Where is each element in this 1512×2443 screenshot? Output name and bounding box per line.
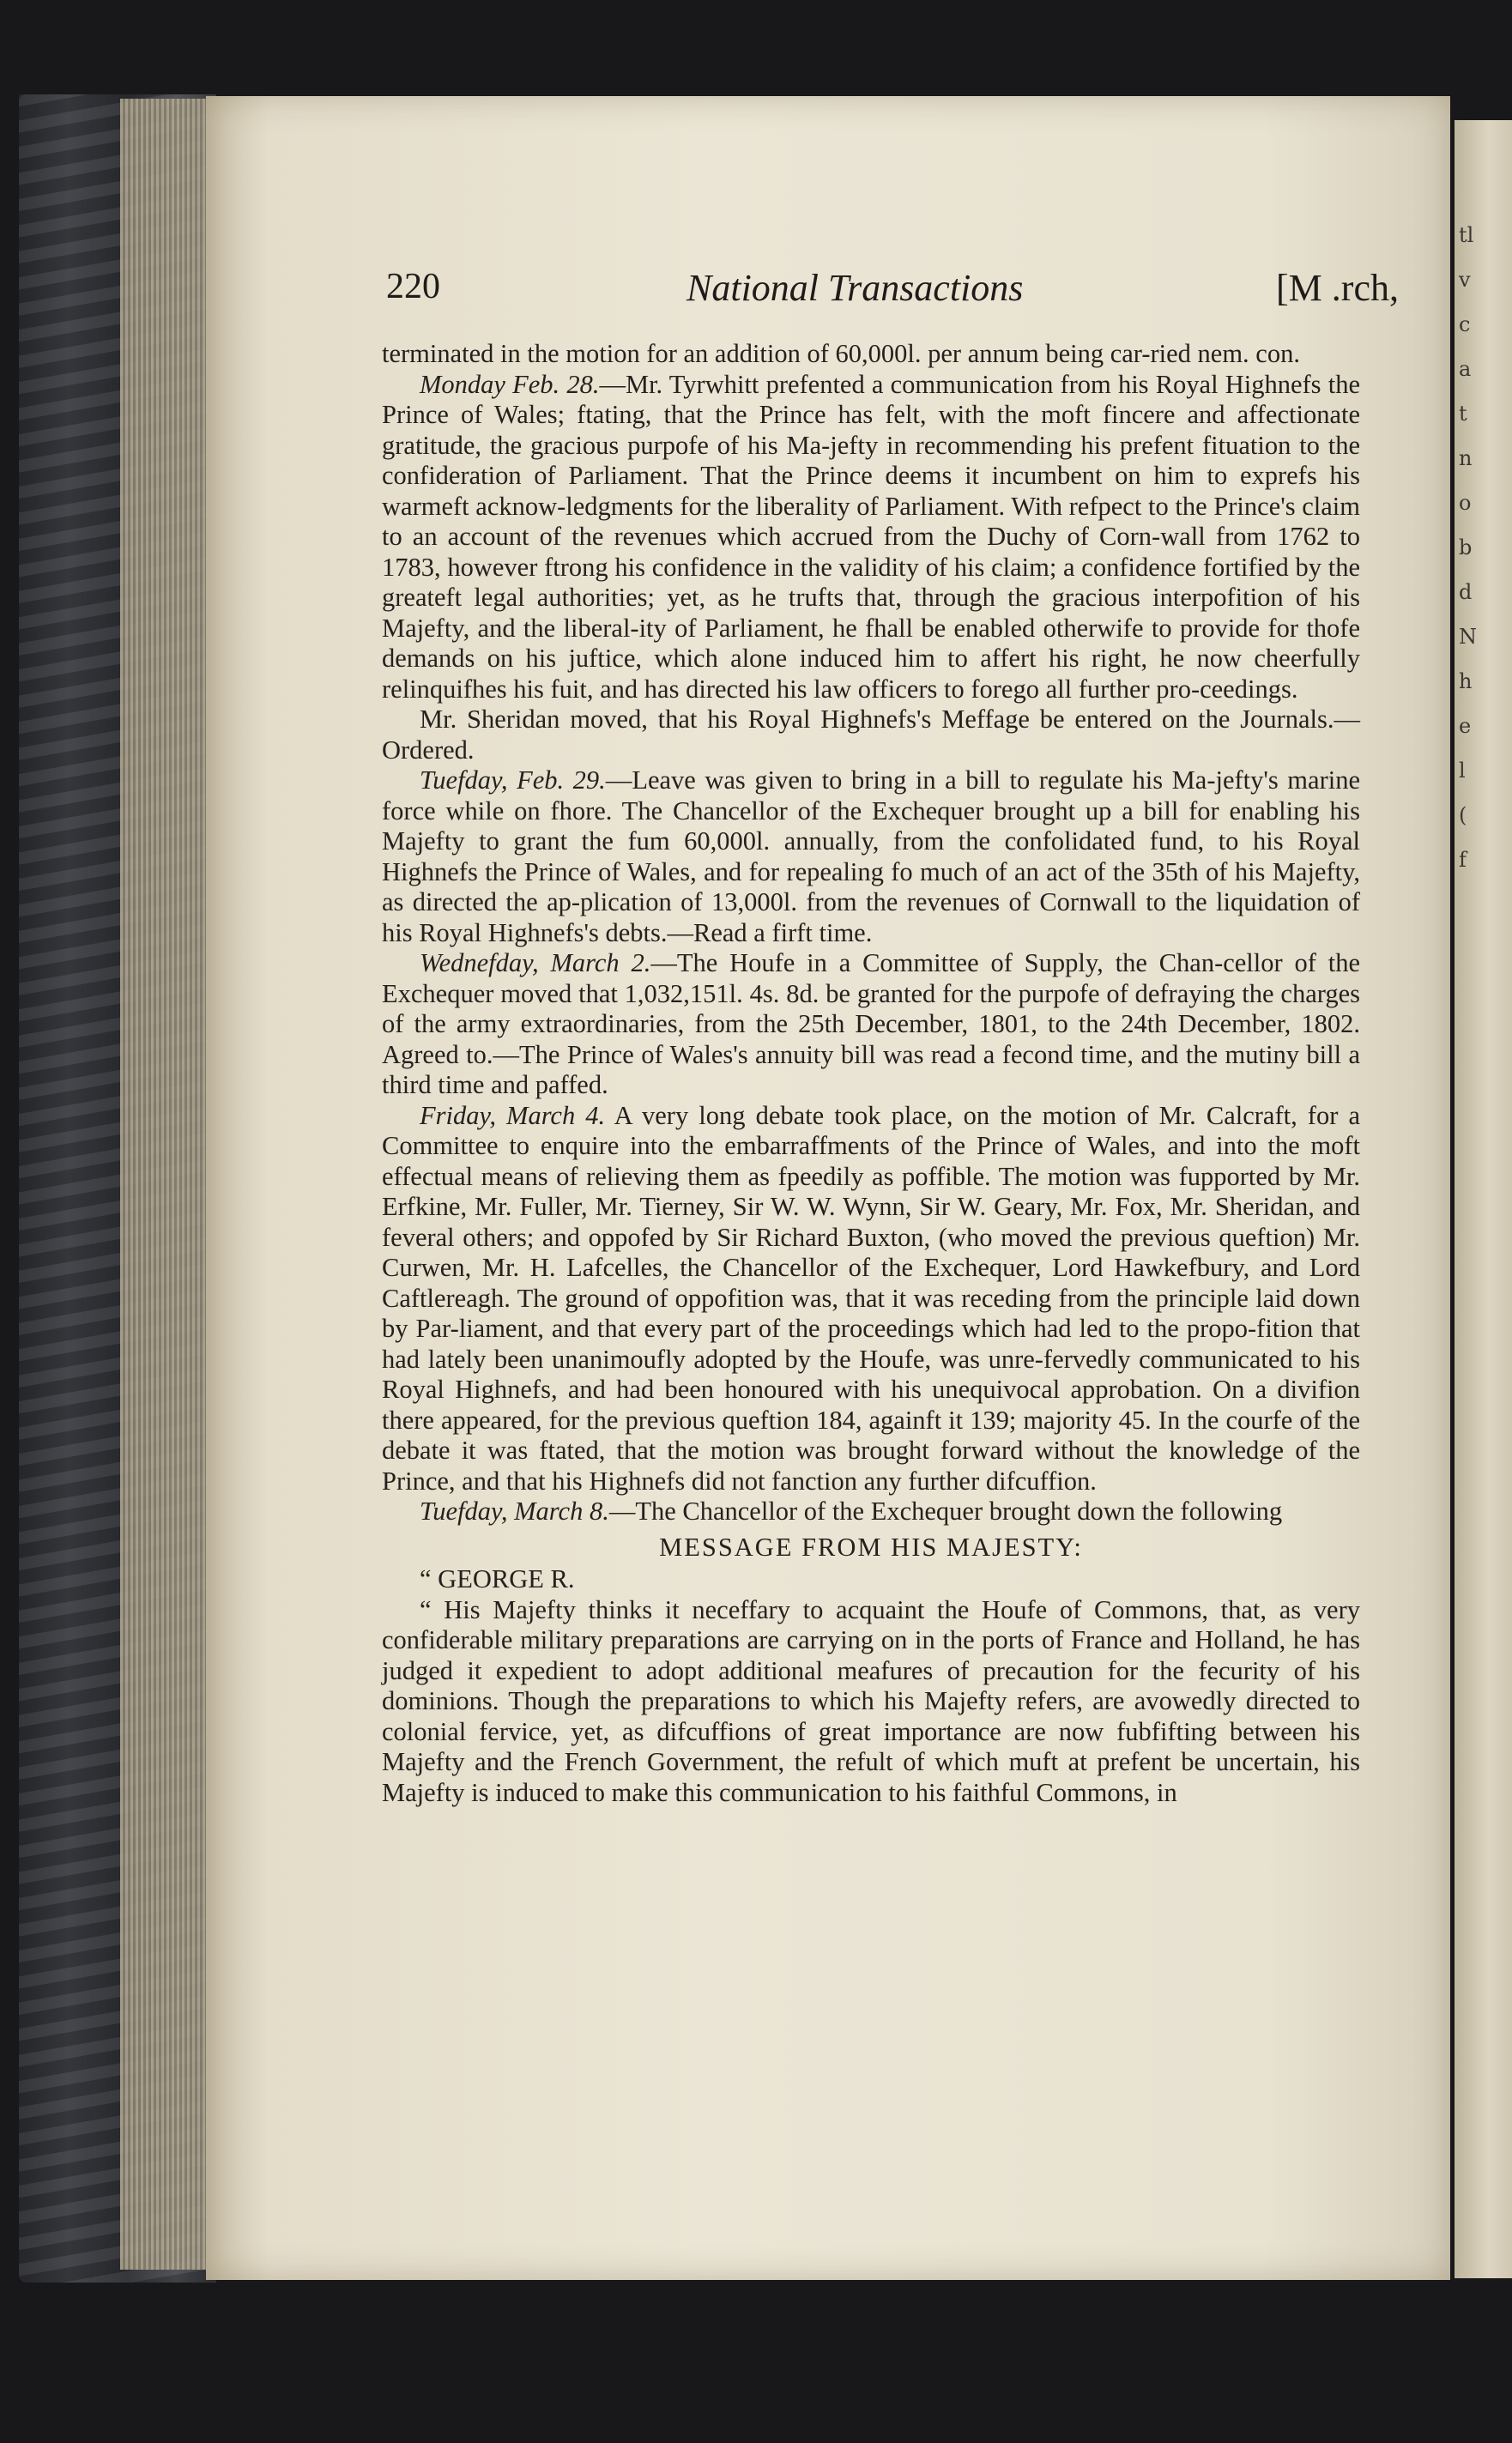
facing-page-fragment: h [1459,669,1473,693]
date-lead: Friday, March 4. [420,1100,606,1130]
running-title: National Transactions [686,267,1024,309]
facing-page-fragment: f [1459,848,1467,872]
paragraph: Tuefday, Feb. 29.—Leave was given to bring in a bill to regulate his Ma-jefty's marine force while on fhore. The Chancellor of the Exchequer brought up a bill for enabling his Majefty to grant the fum 60,000l. annually, from the confolidated fund, to his Royal Highnefs the Prince of Wales, and for repealing fo much of an act of the 35th of his Majefty, as directed the ap-plication of 13,000l. from the revenues of Cornwall to the liquidation of his Royal Highnefs's debts.—Read a firft time. [382,765,1360,947]
paragraph: Wednefday, March 2.—The Houfe in a Committee of Supply, the Chan-cellor of the Exchequer moved that 1,032,151l. 4s. 8d. be granted for the purpofe of defraying the charges of the army extraordinaries, from the 25th December, 1801, to the 24th December, 1802. Agreed to.—The Prince of Wales's annuity bill was read a fecond time, and the mutiny bill a third time and paffed. [382,948,1360,1099]
facing-page-fragment: N [1459,625,1477,649]
facing-page-fragment: tl [1459,223,1474,247]
facing-page-fragment: l [1459,759,1466,783]
paragraph: Tuefday, March 8.—The Chancellor of the Exchequer brought down the following [420,1497,1283,1526]
facing-page-fragment: c [1459,312,1471,336]
message-text: “ His Majefty thinks it neceffary to acquaint the Houfe of Commons, that, as very confiderable military preparations are carrying on in the ports of France and Holland, he has judged it expedient to adopt additional meafures of precaution for the fecurity of his dominions. Though the preparations to which his Majefty refers, are avowedly directed to colonial fervice, yet, as difcuffions of great importance are now fubfifting between his Majefty and the French Government, the refult of which muft at prefent be uncertain, his Majefty is induced to make this communication to his faithful Commons, in [382,1594,1360,1807]
facing-page-fragment: o [1459,491,1472,515]
facing-page-fragment: t [1459,402,1467,426]
facing-page-fragment: ( [1459,803,1467,827]
facing-page-fragment: n [1459,446,1473,470]
paragraph: Monday Feb. 28.—Mr. Tyrwhitt prefented a communication from his Royal Highnefs the Prince of Wales; ftating, that the Prince has felt, with the moft fincere and affectionate gratitude, the gracious purpofe of his Ma-jefty in recommending his prefent fituation to the confideration of Parliament. That the Prince deems it incumbent on him to exprefs his warmeft acknow-ledgments for the liberality of Parliament. With refpect to the Prince's claim to an account of the revenues which accrued from the Duchy of Corn-wall from 1762 to 1783, however ftrong his confidence in the validity of his claim; a confidence fortified by the greateft legal authorities; yet, as he trufts that, through the gracious interpofition of his Majefty, and the liberal-ity of Parliament, he fhall be enabled otherwife to provide for thofe demands on his juftice, which alone induced him to affert his right, he now cheerfully relinquifhes his fuit, and has directed his law officers to forego all further pro-ceedings. [382,369,1360,704]
paragraph: Friday, March 4. A very long debate took place, on the motion of Mr. Calcraft, for a Committee to enquire into the embarraffments of the Prince of Wales, and into the moft effectual means of relieving them as fpeedily as poffible. The motion was fupported by Mr. Erfkine, Mr. Fuller, Mr. Tierney, Sir W. W. Wynn, Sir W. Geary, Mr. Fox, Mr. Sheridan, and feveral others; and oppofed by Sir Richard Buxton, (who moved the previous queftion) Mr. Curwen, Mr. H. Lafcelles, the Chancellor of the Exchequer, Lord Hawkefbury, and Lord Caftlereagh. The ground of oppofition was, that it was receding from the principle laid down by Par-liament, and that every part of the proceedings which had led to the propo-fition that had lately been unanimoufly adopted by the Houfe, was unre-fervedly communicated to his Royal Highnefs, and had been honoured with his unequivocal approbation. On a divifion there appeared, for the previous queftion 184, againft it 139; majority 45. In the courfe of the debate it was ftated, that the motion was brought forward without the knowledge of the Prince, and that his Highnefs did not fanction any further difcuffion. [382,1100,1360,1496]
page-body [382,339,1360,1808]
date-lead: Tuefday, March 8. [420,1497,609,1526]
page-header [386,266,1399,317]
date-lead: Monday Feb. 28. [420,369,600,399]
facing-page-fragment: d [1459,580,1473,604]
date-lead: Wednefday, March 2. [420,948,651,977]
page-number: 220 [386,267,440,306]
facing-page-fragment: b [1459,535,1473,559]
date-lead: Tuefday, Feb. 29. [420,765,606,795]
message-signature: “ GEORGE R. [420,1564,575,1593]
paragraph: terminated in the motion for an addition of 60,000l. per annum being car-ried nem. con. [382,339,1300,368]
paragraph: Mr. Sheridan moved, that his Royal Highnefs's Meffage be entered on the Journals.—Ordered. [382,704,1360,765]
facing-page-fragment: v [1459,268,1471,292]
facing-page-text-fragments [1459,223,1510,910]
running-month: [M .rch, [1276,267,1399,309]
facing-page-fragment: e [1459,714,1472,738]
message-heading: MESSAGE FROM HIS MAJESTY: [659,1532,1083,1562]
facing-page-fragment: a [1459,357,1472,381]
